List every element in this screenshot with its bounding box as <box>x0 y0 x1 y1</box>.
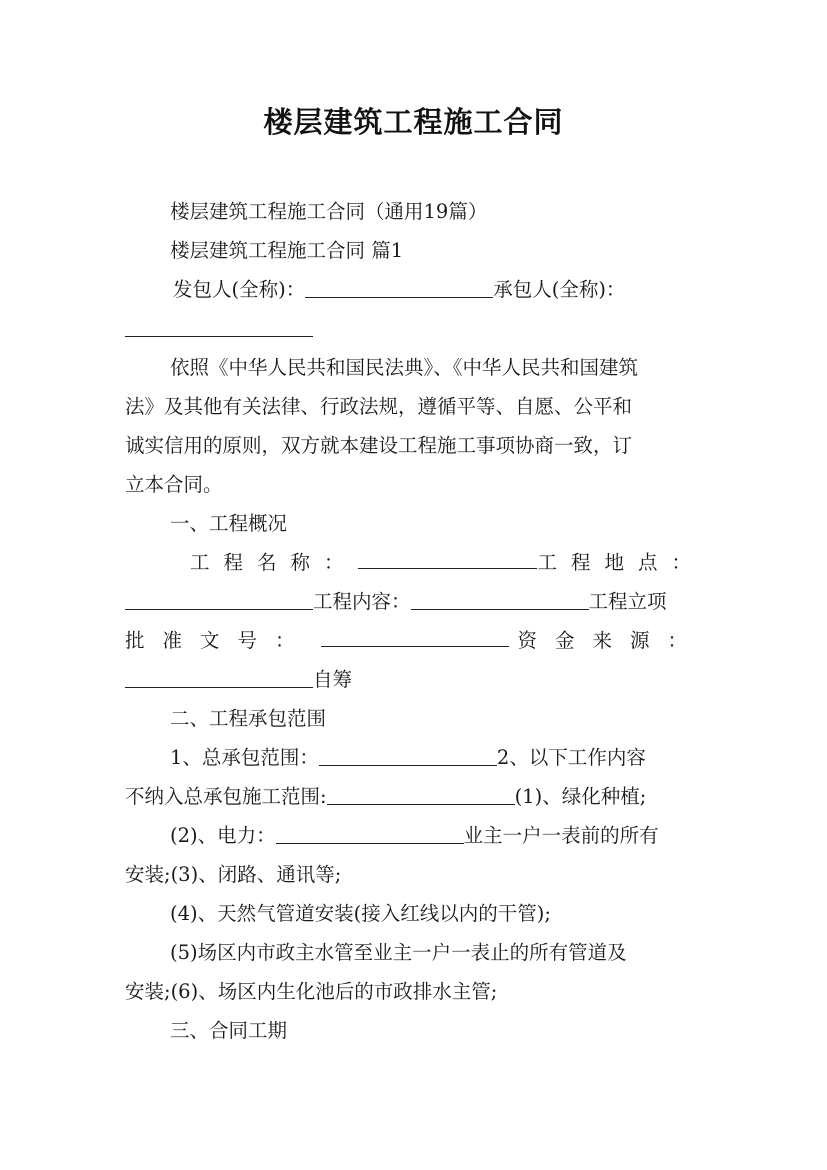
preamble-line: 诚实信用的原则，双方就本建设工程施工事项协商一致，订 <box>125 434 633 457</box>
preamble-line: 立本合同。 <box>125 473 223 496</box>
exclusion-item6: (6)、场区内生化池后的市政排水主管; <box>170 980 498 1003</box>
project-name-label: 工程名称： <box>190 551 358 574</box>
preamble-line: 法》及其他有关法律、行政法规，遵循平等、自愿、公平和 <box>125 395 633 418</box>
exclusion-item2-line <box>125 821 705 851</box>
project-location-blank[interactable] <box>125 589 313 610</box>
approval-number-label: 批准文号： <box>125 629 313 652</box>
exclusion-item2-suffix: 业主一户一表前的所有 <box>463 824 659 847</box>
exclusion-blank[interactable] <box>327 784 515 805</box>
funding-value: 自筹 <box>313 668 353 691</box>
exclusion-item2-end: 安装; <box>125 863 171 886</box>
funding-source-label: 资金来源： <box>517 629 705 652</box>
section1-heading: 一、工程概况 <box>170 512 288 535</box>
project-location-label: 工程地点： <box>537 551 705 574</box>
exclusion-item3: (3)、闭路、通讯等; <box>170 863 342 886</box>
exclusion-label: 不纳入总承包施工范围: <box>125 785 327 808</box>
project-approval-suffix: 工程立项 <box>588 590 667 613</box>
approval-number-line <box>125 626 705 656</box>
exclusion-item5: (5)场区内市政主水管至业主一户一表止的所有管道及 <box>170 941 627 964</box>
section2-heading: 二、工程承包范围 <box>170 707 327 730</box>
scope-item1-label: 1、总承包范围： <box>170 746 319 769</box>
exclusion-item2-blank[interactable] <box>276 823 464 844</box>
project-content-line <box>125 587 705 617</box>
contractor-blank-line <box>125 314 705 344</box>
scope-item1-blank[interactable] <box>319 745 497 766</box>
exclusion-item2-label: (2)、电力： <box>170 824 276 847</box>
scope-item1-line <box>125 743 705 773</box>
section-heading: 楼层建筑工程施工合同 篇1 <box>170 239 404 262</box>
project-content-blank[interactable] <box>411 589 589 610</box>
exclusion-item3-line <box>125 860 705 890</box>
document-title: 楼层建筑工程施工合同 <box>263 105 564 139</box>
exclusion-item4: (4)、天然气管道安装(接入红线以内的干管); <box>170 902 551 925</box>
funding-line <box>125 665 705 695</box>
approval-number-blank[interactable] <box>321 626 509 647</box>
contractor-label: 承包人(全称)： <box>493 278 626 301</box>
exclusion-line <box>125 782 705 812</box>
funding-source-blank[interactable] <box>125 667 313 688</box>
document-subtitle: 楼层建筑工程施工合同（通用19篇） <box>170 200 488 223</box>
employer-label: 发包人(全称)： <box>173 278 306 301</box>
project-name-blank[interactable] <box>358 548 538 569</box>
parties-line <box>125 275 705 305</box>
section3-heading: 三、合同工期 <box>170 1019 288 1042</box>
preamble-line: 依照《中华人民共和国民法典》、《中华人民共和国建筑 <box>170 356 639 379</box>
exclusion-item5-end: 安装; <box>125 980 171 1003</box>
contractor-blank[interactable] <box>125 316 313 337</box>
exclusion-item1: (1)、绿化种植; <box>514 785 647 808</box>
exclusion-item6-line <box>125 977 705 1007</box>
employer-blank[interactable] <box>305 277 493 298</box>
project-name-line <box>125 548 705 578</box>
scope-item2-label: 2、以下工作内容 <box>496 746 646 769</box>
project-content-label: 工程内容： <box>313 590 411 613</box>
